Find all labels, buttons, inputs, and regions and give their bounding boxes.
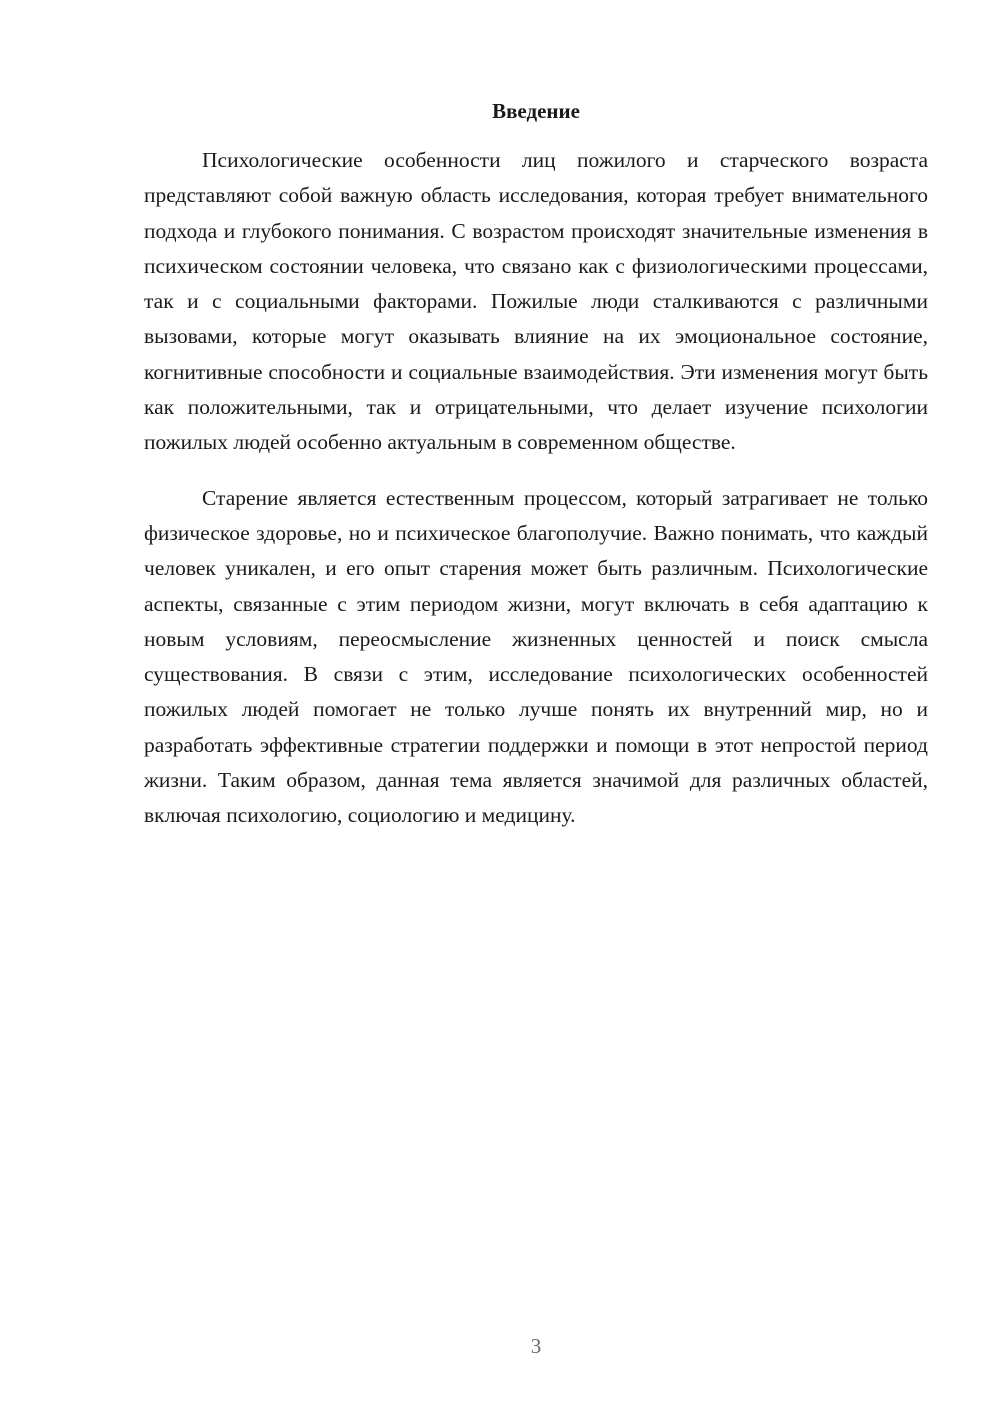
- page-number: 3: [530, 1334, 542, 1358]
- body-text: [144, 143, 928, 834]
- paragraph-1: Психологические особенности лиц пожилого и старческого возраста представляют собой важную область исследования, которая требует внимательного подхода и глубокого понимания. С возрастом происходят значительные изменения в психическом состоянии человека, что связано как с физиологическими процессами, так и с социальными факторами. Пожилые люди сталкиваются с различными вызовами, которые могут оказывать влияние на их эмоциональное состояние, когнитивные способности и социальные взаимодействия. Эти изменения могут быть как положительными, так и отрицательными, что делает изучение психологии пожилых людей особенно актуальным в современном обществе.: [144, 148, 928, 455]
- paragraph-2: Старение является естественным процессом, который затрагивает не только физическое здоровье, но и психическое благополучие. Важно понимать, что каждый человек уникален, и его опыт старения может быть различным. Психологические аспекты, связанные с этим периодом жизни, могут включать в себя адаптацию к новым условиям, переосмысление жизненных ценностей и поиск смысла существования. В связи с этим, исследование психологических особенностей пожилых людей помогает не только лучше понять их внутренний мир, но и разработать эффективные стратегии поддержки и помощи в этот непростой период жизни. Таким образом, данная тема является значимой для различных областей, включая психологию, социологию и медицину.: [144, 485, 928, 828]
- section-heading: Введение: [492, 99, 580, 123]
